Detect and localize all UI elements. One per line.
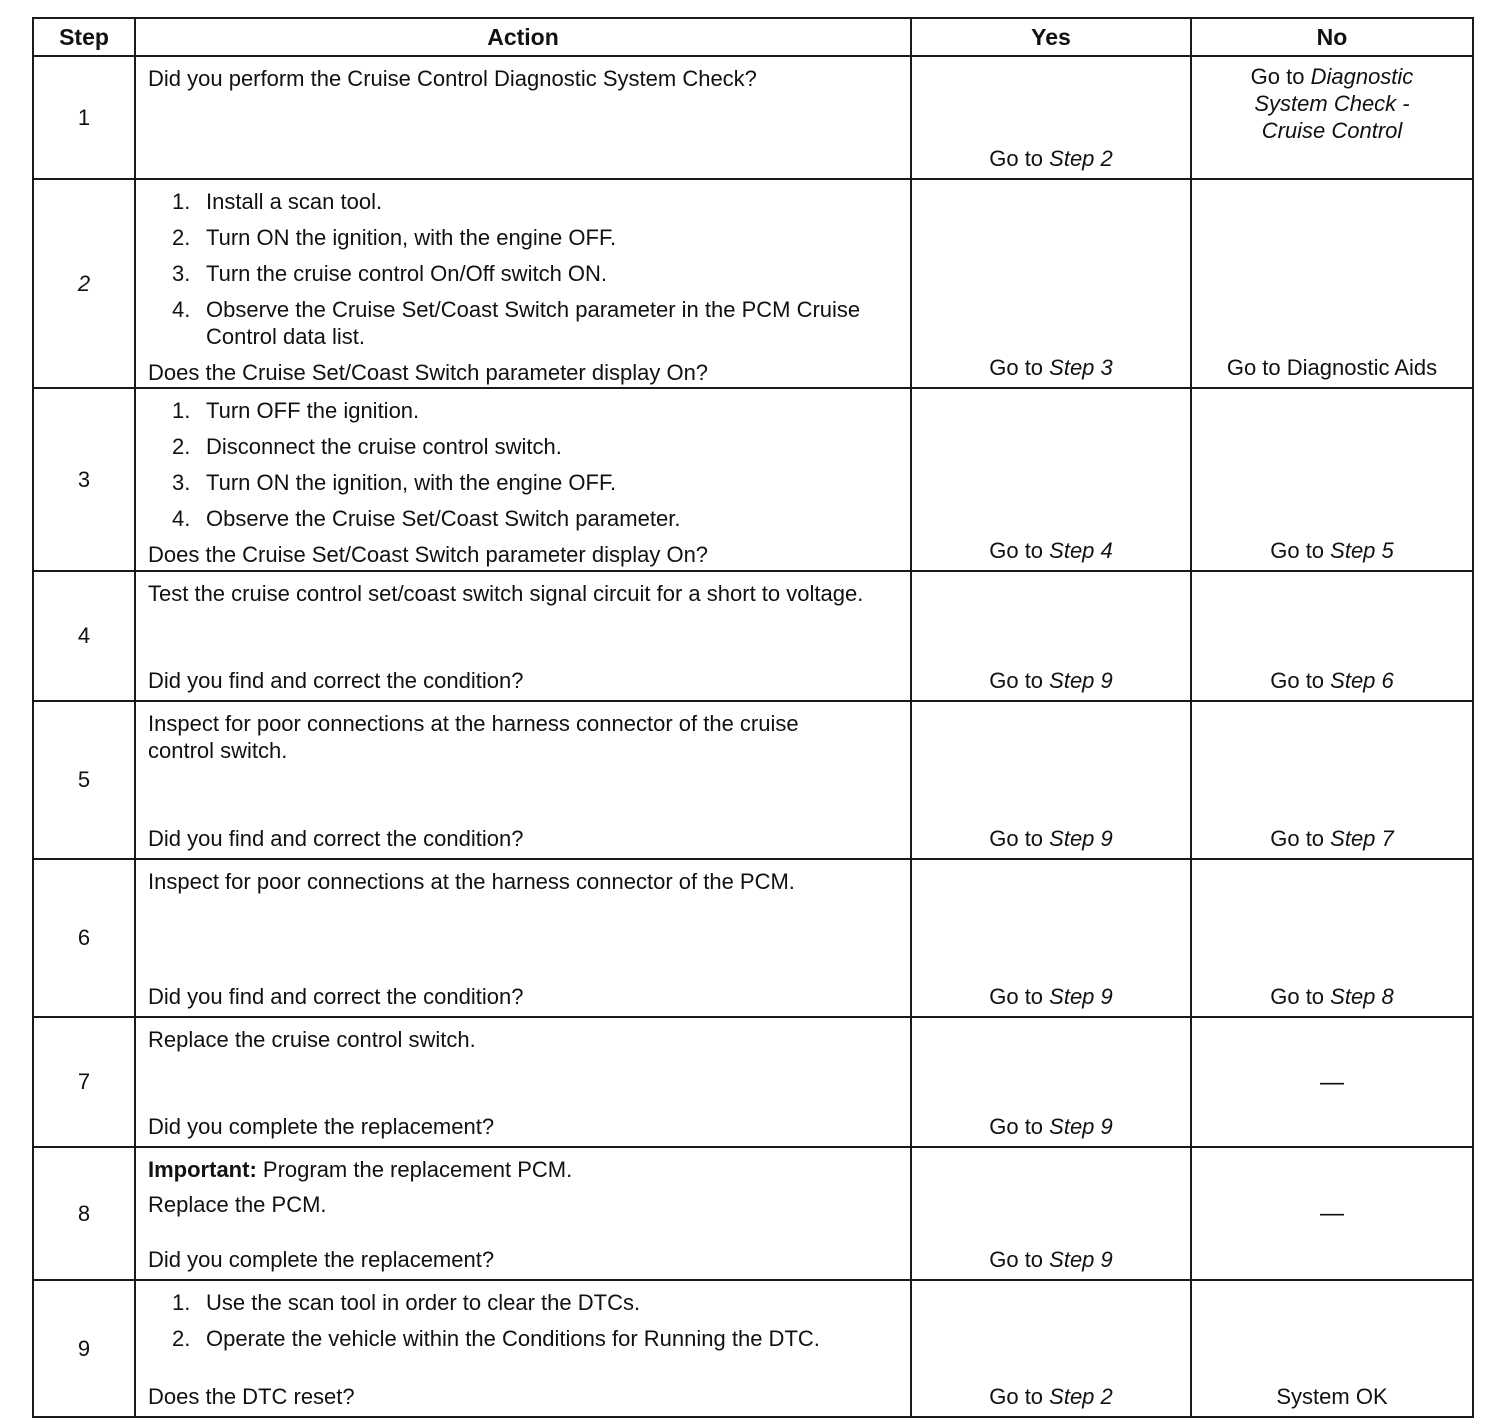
step-number: 8 [33,1147,135,1280]
action-cell [135,388,911,571]
action-text: Inspect for poor connections at the harness connector of the PCM. [148,869,795,894]
action-steps-list [148,397,900,541]
table-row [33,701,1473,859]
yes-cell: Go to Step 9 [911,1147,1191,1280]
step-number: 7 [33,1017,135,1147]
yes-prefix: Go to [989,146,1050,171]
yes-step-link[interactable]: Step 2 [1049,146,1113,171]
no-result: System OK [1276,1384,1388,1409]
action-question: Does the DTC reset? [148,1384,355,1409]
list-item: 3. Turn the cruise control On/Off switch ON. [172,261,608,286]
header-step: Step [33,18,135,56]
action-question: Did you find and correct the condition? [148,826,524,851]
action-question: Does the Cruise Set/Coast Switch parameter display On? [148,360,709,385]
yes-step-link[interactable]: Step 4 [1049,538,1113,563]
not-applicable-dash: — [1320,1200,1344,1227]
table-row [33,1280,1473,1417]
yes-cell: Go to Step 4 [911,388,1191,571]
table-row [33,56,1473,179]
yes-step-link[interactable]: Step 9 [1049,984,1113,1009]
yes-cell: Go to Step 2 [911,1280,1191,1417]
no-prefix: Go to [1250,64,1311,89]
no-step-link[interactable]: Step 6 [1330,668,1394,693]
list-item: 4. Observe the Cruise Set/Coast Switch parameter. [172,506,681,531]
step-number: 6 [33,859,135,1017]
action-question: Did you find and correct the condition? [148,984,524,1009]
no-step-link[interactable]: Diagnostic System Check - Cruise Control [1254,64,1414,143]
no-cell [1191,179,1473,388]
yes-cell: Go to Step 3 [911,179,1191,388]
no-link[interactable]: Go to Diagnostic Aids [1226,355,1438,380]
no-step-link[interactable]: Step 8 [1330,984,1394,1009]
table-row [33,388,1473,571]
table-row [33,179,1473,388]
no-cell [1191,56,1473,179]
header-yes: Yes [911,18,1191,56]
action-cell [135,701,911,859]
table-row [33,859,1473,1017]
step-number: 4 [33,571,135,701]
no-step-link[interactable]: Step 5 [1330,538,1394,563]
action-text: Replace the PCM. [148,1192,327,1217]
action-cell [135,1280,911,1417]
action-question: Did you find and correct the condition? [148,668,524,693]
step-number: 2 [33,179,135,388]
no-cell [1191,1280,1473,1417]
action-cell [135,56,911,179]
important-note: Important: Program the replacement PCM. [148,1157,573,1182]
action-text: Inspect for poor connections at the harness connector of the cruise control switch. [148,711,799,763]
action-text: Test the cruise control set/coast switch signal circuit for a short to voltage. [148,581,864,606]
action-cell [135,179,911,388]
action-question: Did you complete the replacement? [148,1247,495,1272]
no-cell: Go to Step 7 [1191,701,1473,859]
list-item: 1. Use the scan tool in order to clear the DTCs. [172,1290,641,1315]
list-item: 2. Turn ON the ignition, with the engine OFF. [172,225,617,250]
not-applicable-dash: — [1320,1068,1344,1096]
diagnostic-table [32,17,1474,1418]
yes-step-link[interactable]: Step 9 [1049,826,1113,851]
action-cell [135,571,911,701]
no-cell: Go to Step 8 [1191,859,1473,1017]
table-row [33,571,1473,701]
step-number: 9 [33,1280,135,1417]
list-item: 1. Install a scan tool. [172,189,383,214]
yes-cell [911,56,1191,179]
yes-step-link[interactable]: Step 9 [1049,1247,1113,1272]
list-item: 2. Disconnect the cruise control switch. [172,434,562,459]
no-cell [1191,1147,1473,1280]
important-label: Important: [148,1157,257,1182]
yes-cell: Go to Step 9 [911,859,1191,1017]
table-row [33,1147,1473,1280]
yes-step-link[interactable]: Step 2 [1049,1384,1113,1409]
no-step-link[interactable]: Step 7 [1330,826,1394,851]
list-item: 1. Turn OFF the ignition. [172,398,420,423]
no-cell: Go to Step 6 [1191,571,1473,701]
table-row [33,1017,1473,1147]
step-number: 5 [33,701,135,859]
no-cell [1191,1017,1473,1147]
action-question: Does the Cruise Set/Coast Switch parameter display On? [148,542,709,567]
step-number: 1 [33,56,135,179]
yes-step-link[interactable]: Step 9 [1049,1114,1113,1139]
no-cell: Go to Step 5 [1191,388,1473,571]
yes-cell: Go to Step 9 [911,571,1191,701]
action-steps-list [148,188,900,359]
yes-cell: Go to Step 9 [911,1017,1191,1147]
header-action: Action [135,18,911,56]
action-cell [135,1147,911,1280]
list-item: 2. Operate the vehicle within the Conditions for Running the DTC. [172,1326,820,1351]
action-text: Replace the cruise control switch. [148,1027,476,1052]
header-row [33,18,1473,56]
action-steps-list [148,1289,900,1361]
list-item: 3. Turn ON the ignition, with the engine OFF. [172,470,617,495]
step-number: 3 [33,388,135,571]
action-question: Did you complete the replacement? [148,1114,495,1139]
yes-cell: Go to Step 9 [911,701,1191,859]
list-item: 4. Observe the Cruise Set/Coast Switch parameter in the PCM Cruise Control data list. [172,297,861,349]
header-no: No [1191,18,1473,56]
action-text: Did you perform the Cruise Control Diagnostic System Check? [148,66,757,91]
yes-step-link[interactable]: Step 3 [1049,355,1113,380]
yes-step-link[interactable]: Step 9 [1049,668,1113,693]
action-cell [135,1017,911,1147]
action-cell [135,859,911,1017]
